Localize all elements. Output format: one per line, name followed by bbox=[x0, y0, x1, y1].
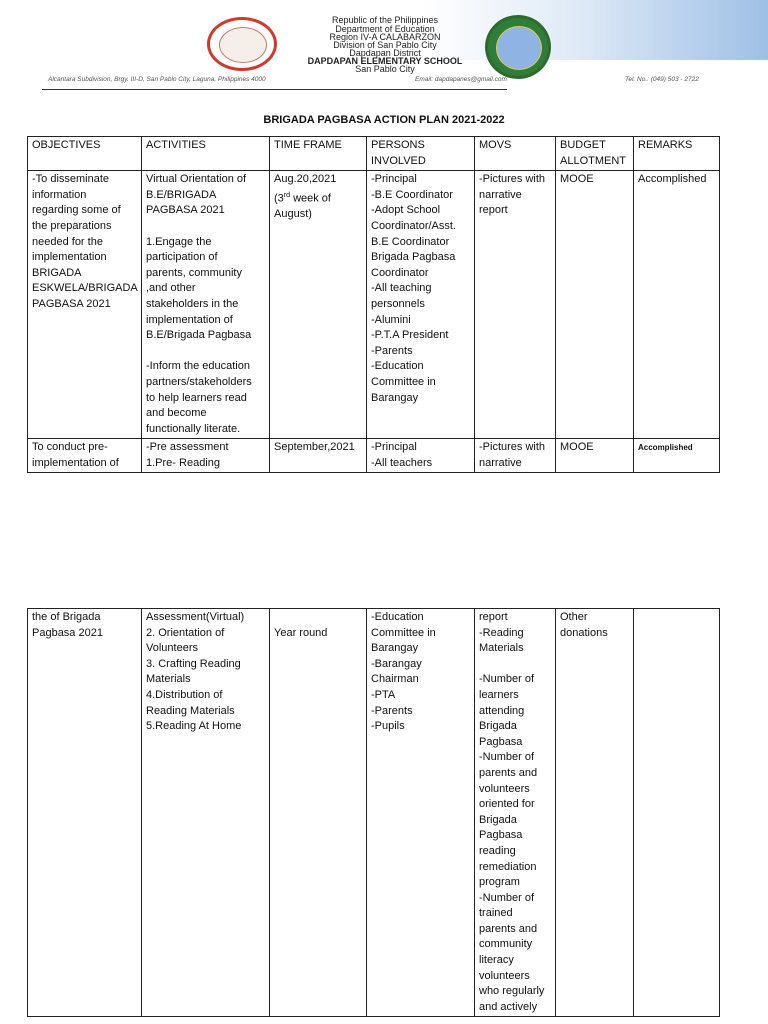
cell-line: PAGBASA 2021 bbox=[32, 297, 111, 310]
cell-line bbox=[146, 219, 265, 235]
cell-line: -Reading bbox=[479, 626, 524, 639]
objectives-cell bbox=[28, 439, 142, 473]
cell-line: -Barangay bbox=[371, 657, 422, 670]
cell-line: Assessment(Virtual) bbox=[146, 611, 245, 623]
cell-line: regarding some of bbox=[32, 204, 121, 217]
cell-line: volunteers bbox=[479, 782, 530, 795]
cell-line: 2. Orientation of bbox=[146, 626, 225, 639]
cell-line: report bbox=[479, 611, 508, 623]
cell-line: Barangay bbox=[371, 391, 419, 404]
cell-line: stakeholders in the bbox=[146, 297, 239, 310]
school-city: San Pablo City bbox=[355, 64, 415, 74]
cell-line: Coordinator/Asst. bbox=[371, 219, 456, 232]
cell-line: Virtual Orientation of bbox=[146, 173, 247, 186]
cell-line: BRIGADA bbox=[32, 266, 82, 279]
objectives-cell bbox=[28, 609, 142, 1017]
objectives-cell bbox=[28, 171, 142, 439]
budget-cell: MOOE bbox=[556, 171, 634, 439]
cell-line: -P.T.A President bbox=[371, 329, 449, 342]
cell-line: Committee in bbox=[371, 375, 436, 388]
cell-line: -Pre assessment bbox=[146, 441, 229, 454]
cell-line: and actively bbox=[479, 1000, 538, 1013]
cell-line: Pagbasa bbox=[479, 735, 523, 748]
header-line-4: Division of San Pablo City bbox=[333, 40, 437, 50]
cell-line: 1.Engage the bbox=[146, 235, 212, 248]
cell-line: -Parents bbox=[371, 704, 413, 717]
cell-line: the of Brigada bbox=[32, 611, 101, 623]
cell-line: -Pupils bbox=[371, 720, 405, 733]
activities-cell bbox=[142, 171, 270, 439]
cell-line: -Education bbox=[371, 611, 424, 623]
cell-line: Pagbasa 2021 bbox=[32, 626, 103, 639]
col-header-activities: ACTIVITIES bbox=[142, 137, 270, 171]
cell-line: remediation bbox=[479, 860, 537, 873]
school-address: Alcantara Subdivision, Brgy. III-D, San Pablo City, Laguna, Philippines 4000 bbox=[48, 76, 266, 83]
cell-line: Materials bbox=[146, 673, 191, 686]
cell-line: 3. Crafting Reading bbox=[146, 657, 241, 670]
col-header-budget: BUDGET ALLOTMENT bbox=[556, 137, 634, 171]
cell-line: the preparations bbox=[32, 219, 112, 232]
cell-line: needed for the bbox=[32, 235, 103, 248]
cell-line bbox=[479, 657, 551, 673]
school-name: DAPDAPAN ELEMENTARY SCHOOL bbox=[307, 56, 463, 66]
action-plan-table-continued bbox=[27, 608, 720, 1017]
cell-line: information bbox=[32, 188, 87, 201]
cell-line: Brigada bbox=[479, 720, 517, 733]
cell-line: B.E/BRIGADA bbox=[146, 188, 217, 201]
cell-line: Chairman bbox=[371, 673, 419, 686]
cell-line: who regularly bbox=[479, 985, 545, 998]
cell-line: partners/stakeholders bbox=[146, 375, 252, 388]
persons-involved-cell bbox=[367, 609, 475, 1017]
cell-line: -Pictures with bbox=[479, 173, 546, 186]
remarks-cell: Accomplished bbox=[634, 171, 720, 439]
table-row bbox=[28, 171, 720, 439]
activities-cell bbox=[142, 609, 270, 1017]
city-seal-logo bbox=[207, 17, 277, 71]
cell-line: oriented for bbox=[479, 798, 535, 811]
cell-line: -PTA bbox=[371, 688, 396, 701]
cell-line: literacy bbox=[479, 954, 514, 967]
cell-line: -All teachers bbox=[371, 456, 433, 469]
cell-line: Other bbox=[560, 611, 588, 623]
cell-line bbox=[274, 610, 362, 626]
cell-line: -To disseminate bbox=[32, 173, 110, 186]
remarks-cell bbox=[634, 609, 720, 1017]
cell-line: -Pictures with bbox=[479, 441, 546, 454]
cell-line: parents and bbox=[479, 922, 538, 935]
cell-line: Barangay bbox=[371, 642, 419, 655]
cell-line: -Adopt School bbox=[371, 204, 441, 217]
cell-line: implementation of bbox=[32, 456, 119, 469]
cell-line: -Parents bbox=[371, 344, 413, 357]
cell-line: Committee in bbox=[371, 626, 436, 639]
cell-line: -Education bbox=[371, 360, 424, 373]
cell-line: learners bbox=[479, 688, 519, 701]
cell-line: Coordinator bbox=[371, 266, 429, 279]
cell-line: ,and other bbox=[146, 282, 196, 295]
cell-line: B.E/Brigada Pagbasa bbox=[146, 329, 252, 342]
cell-line: -Principal bbox=[371, 173, 417, 186]
cell-line: reading bbox=[479, 844, 516, 857]
header-line-1: Republic of the Philippines bbox=[331, 15, 439, 25]
persons-involved-cell bbox=[367, 171, 475, 439]
cell-line: ESKWELA/BRIGADA bbox=[32, 282, 138, 295]
budget-cell: MOOE bbox=[556, 439, 634, 473]
persons-involved-cell bbox=[367, 439, 475, 473]
cell-line: -Inform the education bbox=[146, 360, 250, 373]
cell-line: 1.Pre- Reading bbox=[146, 456, 220, 469]
col-header-objectives: OBJECTIVES bbox=[28, 137, 142, 171]
cell-line: implementation bbox=[32, 251, 107, 264]
col-header-remarks: REMARKS bbox=[634, 137, 720, 171]
time-frame-cell: Aug.20,2021 (3rd week of August) bbox=[270, 171, 367, 439]
cell-line: To conduct pre- bbox=[32, 441, 108, 454]
cell-line: narrative bbox=[479, 456, 522, 469]
header-line-2: Department of Education bbox=[335, 24, 435, 34]
school-email: Email: dapdapanes@gmail.com bbox=[415, 76, 507, 83]
cell-line: to help learners read bbox=[146, 391, 247, 404]
activities-cell bbox=[142, 439, 270, 473]
cell-line: narrative bbox=[479, 188, 522, 201]
cell-line: -Number of bbox=[479, 751, 535, 764]
budget-cell bbox=[556, 609, 634, 1017]
col-header-persons-involved: PERSONS INVOLVED bbox=[367, 137, 475, 171]
remarks-cell: Accomplished bbox=[634, 439, 720, 473]
header-line-5: Dapdapan District bbox=[349, 48, 421, 58]
document-title: BRIGADA PAGBASA ACTION PLAN 2021-2022 bbox=[263, 114, 505, 126]
cell-line: Reading Materials bbox=[146, 704, 235, 717]
table-row bbox=[28, 609, 720, 1017]
cell-line: parents and bbox=[479, 766, 538, 779]
cell-line: Pagbasa bbox=[479, 829, 523, 842]
cell-line: report bbox=[479, 204, 508, 217]
cell-line: implementation of bbox=[146, 313, 233, 326]
cell-line: volunteers bbox=[479, 969, 530, 982]
cell-line: Volunteers bbox=[146, 642, 198, 655]
cell-line: Year round bbox=[274, 626, 328, 639]
cell-line: -Principal bbox=[371, 441, 417, 454]
cell-line: functionally literate. bbox=[146, 422, 241, 435]
cell-line: donations bbox=[560, 626, 608, 639]
col-header-movs: MOVS bbox=[475, 137, 556, 171]
cell-line: PAGBASA 2021 bbox=[146, 204, 225, 217]
cell-line: -Number of bbox=[479, 891, 535, 904]
cell-line: -B.E Coordinator bbox=[371, 188, 453, 201]
col-header-time-frame: TIME FRAME bbox=[270, 137, 367, 171]
cell-line: -Alumini bbox=[371, 313, 411, 326]
cell-line: B.E Coordinator bbox=[371, 235, 450, 248]
cell-line: -Number of bbox=[479, 673, 535, 686]
action-plan-table bbox=[27, 136, 720, 473]
table-header-row bbox=[28, 137, 720, 171]
movs-cell bbox=[475, 439, 556, 473]
school-phone: Tel. No.: (049) 503 - 2722 bbox=[625, 76, 699, 83]
cell-line: trained bbox=[479, 907, 513, 920]
cell-line: Brigada Pagbasa bbox=[371, 251, 456, 264]
cell-line: and become bbox=[146, 407, 207, 420]
cell-line: community bbox=[479, 938, 533, 951]
time-frame-cell: September,2021 bbox=[270, 439, 367, 473]
cell-line: Brigada bbox=[479, 813, 517, 826]
cell-line: program bbox=[479, 876, 520, 889]
cell-line: Materials bbox=[479, 642, 524, 655]
cell-line bbox=[146, 344, 265, 360]
cell-line: attending bbox=[479, 704, 525, 717]
cell-line: personnels bbox=[371, 297, 425, 310]
school-seal-logo bbox=[485, 15, 551, 79]
cell-line: 4.Distribution of bbox=[146, 688, 223, 701]
movs-cell bbox=[475, 171, 556, 439]
cell-line: -All teaching bbox=[371, 282, 432, 295]
header-line-3: Region IV-A CALABARZON bbox=[329, 32, 441, 42]
time-frame-cell bbox=[270, 609, 367, 1017]
cell-line: parents, community bbox=[146, 266, 242, 279]
movs-cell bbox=[475, 609, 556, 1017]
cell-line: participation of bbox=[146, 251, 218, 264]
cell-line: 5.Reading At Home bbox=[146, 720, 242, 733]
header-divider bbox=[42, 89, 507, 90]
table-row bbox=[28, 439, 720, 473]
